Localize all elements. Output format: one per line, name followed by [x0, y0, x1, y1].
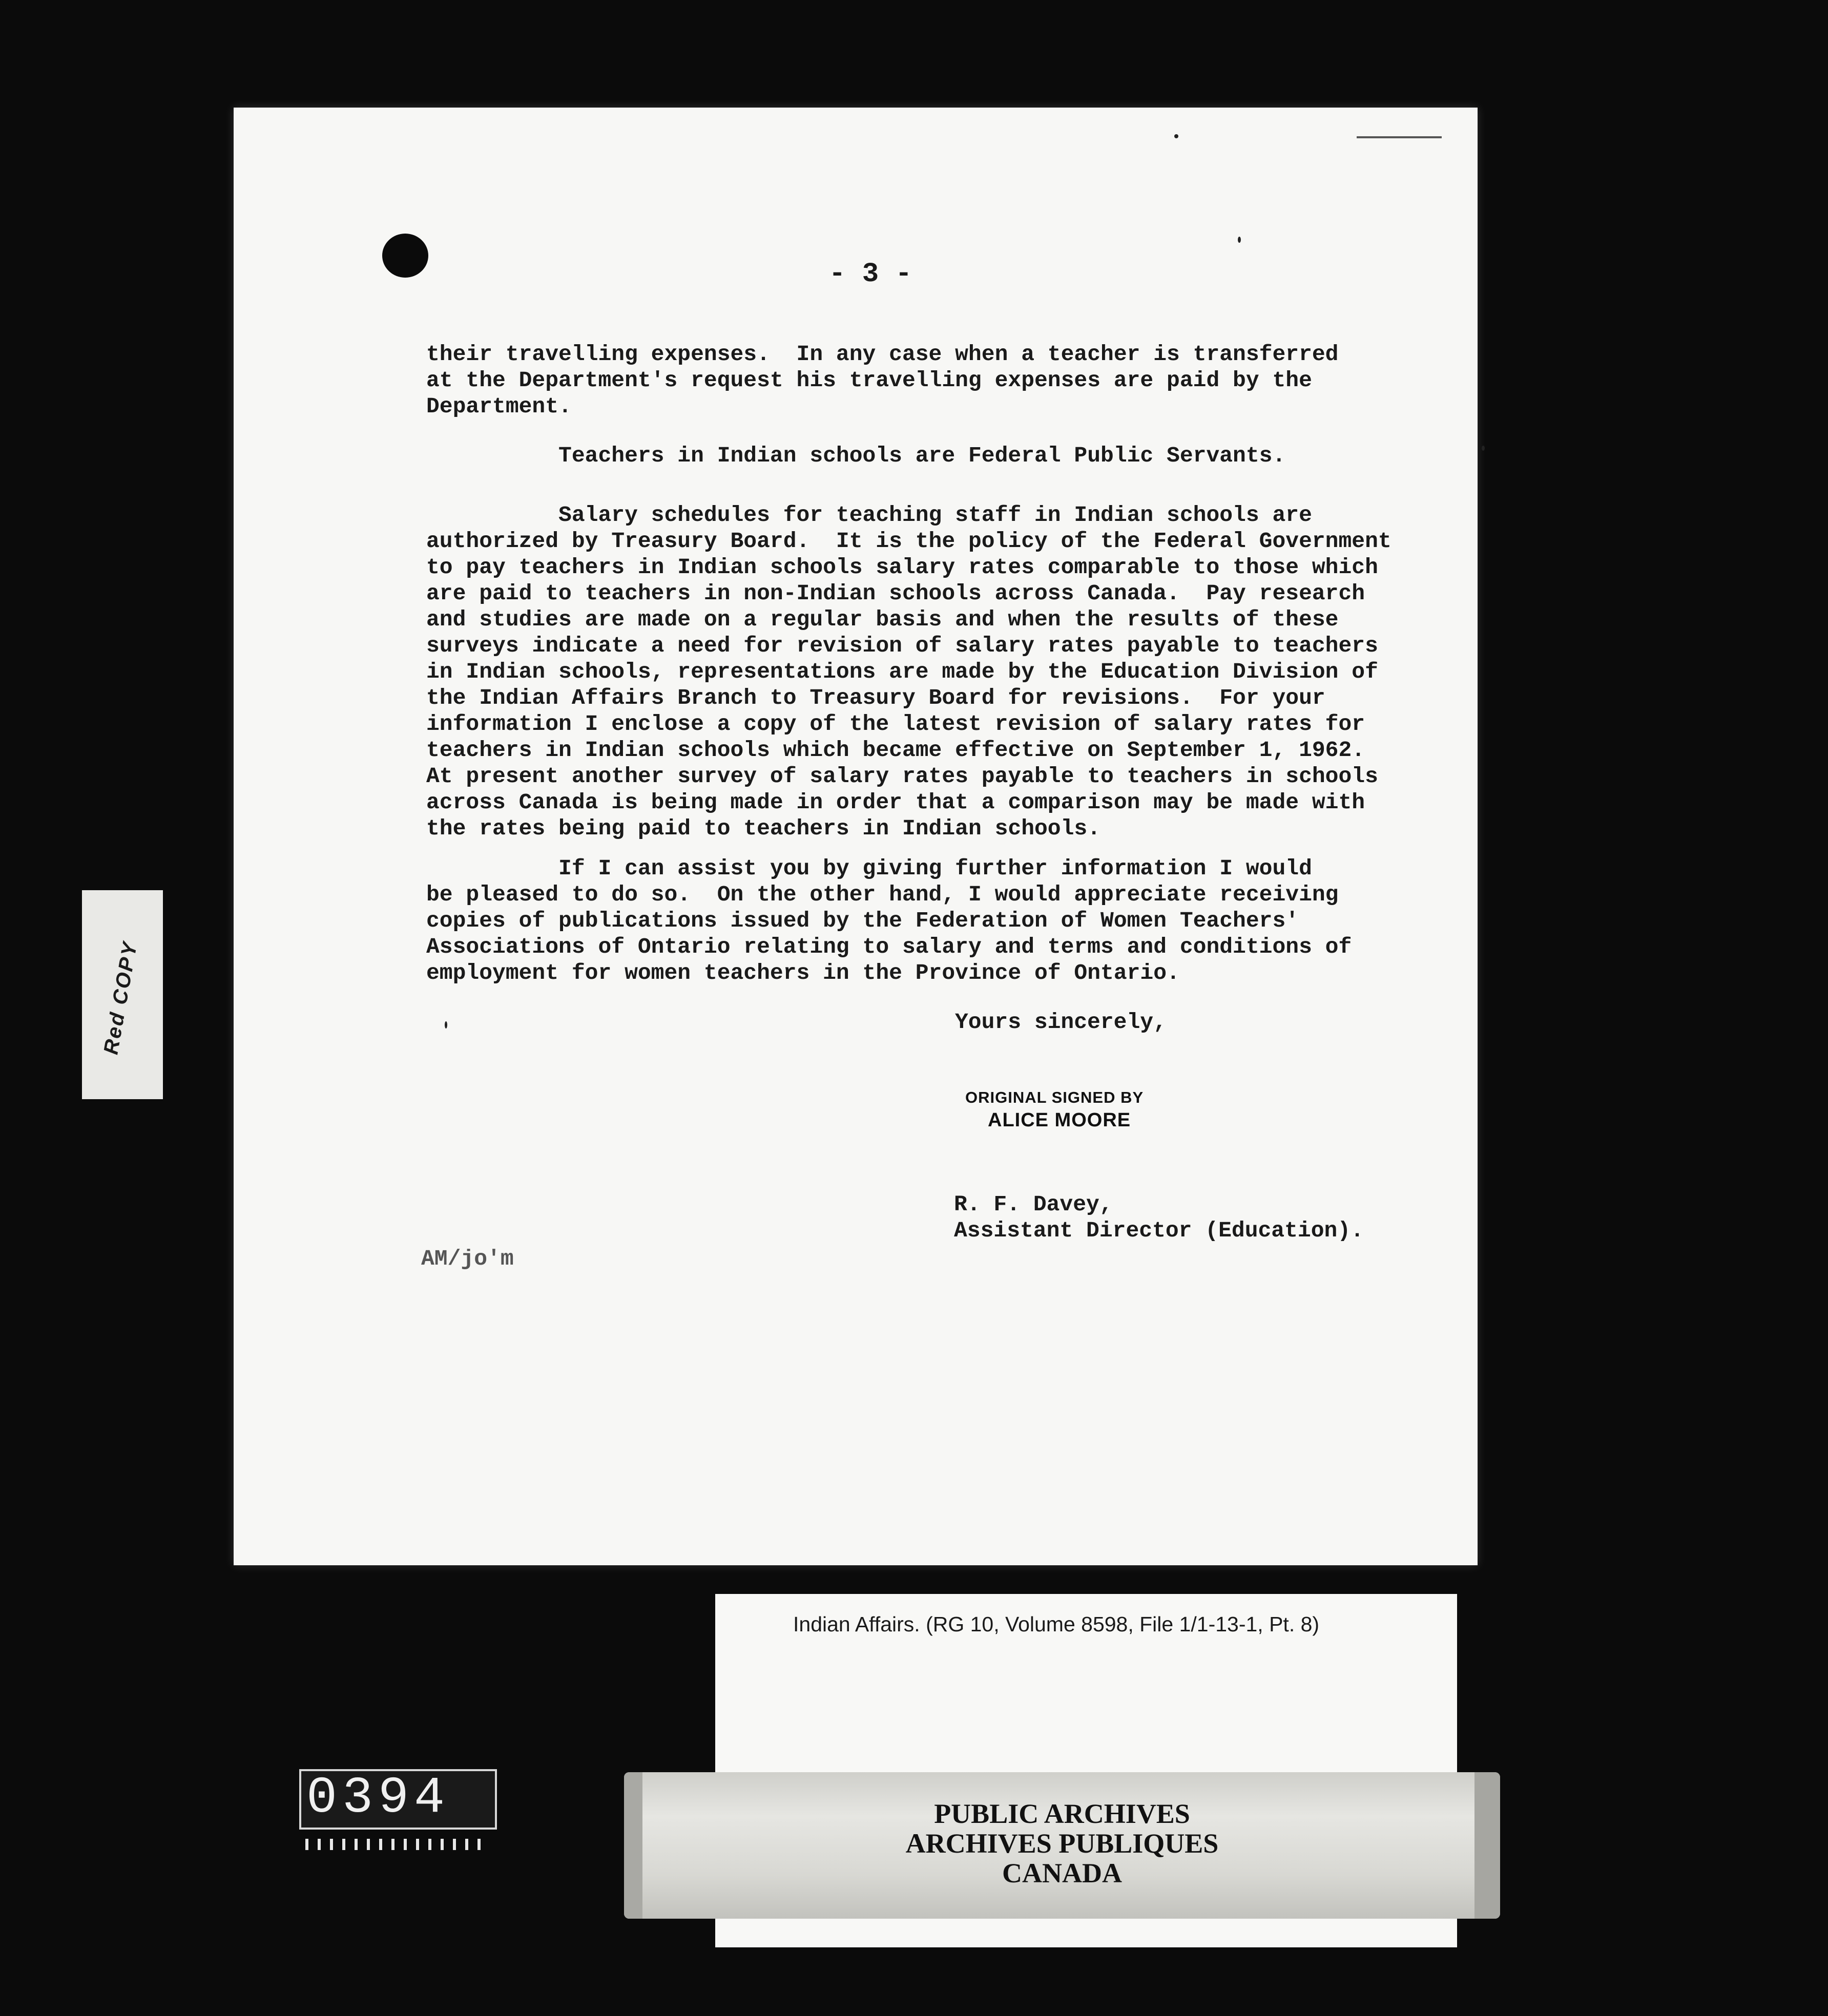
paragraph-salary-schedules: Salary schedules for teaching staff in Indian schools are authorized by Treasury Board. It is the policy of the Federal Government to pay teachers in Indian schools salary rates comparable to those which are paid to teachers in non-Indian schools across Canada. Pay research and studies are made on a regular basis and when the results of these surveys indicate a need for revision of salary rates payable to teachers in Indian schools, representations are made by the Education Division of the Indian Affairs Branch to Treasury Board for revisions. For your information I enclose a copy of the latest revision of salary rates for teachers in Indian schools which became effective on September 1, 1962. At present another survey of salary rates payable to teachers in schools across Canada is being made in order that a comparison may be made with the rates being paid to teachers in Indian schools.: [426, 502, 1391, 841]
signature-stamp: [965, 1087, 1144, 1132]
citation-text: Indian Affairs. (RG 10, Volume 8598, File 1/1-13-1, Pt. 8): [793, 1612, 1320, 1636]
film-speck: [1174, 134, 1178, 138]
letter-page: [234, 108, 1478, 1565]
reference-initials: AM/jo'm: [421, 1246, 514, 1271]
frame-counter-ticks: [305, 1839, 490, 1850]
archive-label-text: [624, 1799, 1500, 1888]
film-speck: [445, 1021, 447, 1028]
signed-name: ALICE MOORE: [988, 1109, 1131, 1131]
film-speck: [1482, 446, 1485, 451]
archive-label-line-1: PUBLIC ARCHIVES: [934, 1798, 1190, 1829]
paragraph-travelling-expenses: their travelling expenses. In any case when a teacher is transferred at the Department's request his travelling expenses are paid by the Department.: [426, 342, 1339, 419]
frame-counter: 0394: [299, 1769, 497, 1830]
page-number: - 3 -: [829, 259, 912, 290]
archive-label-line-2: ARCHIVES PUBLIQUES: [905, 1828, 1219, 1859]
original-signed-by-label: ORIGINAL SIGNED BY: [965, 1088, 1144, 1106]
paragraph-public-servants: Teachers in Indian schools are Federal Public Servants.: [426, 443, 1286, 468]
closing-salutation: Yours sincerely,: [955, 1010, 1167, 1035]
archive-label-line-3: CANADA: [1002, 1858, 1122, 1888]
public-archives-label: [624, 1772, 1500, 1919]
film-speck: [1238, 237, 1241, 243]
paragraph-further-information: If I can assist you by giving further information I would be pleased to do so. On the other hand, I would appreciate receiving copies of publications issued by the Federation of Women Teachers' Associations of Ontario relating to salary and terms and conditions of employment for women teachers in the Province of Ontario.: [426, 856, 1352, 985]
red-copy-label: Red COPY: [99, 939, 142, 1057]
punch-hole: [382, 234, 428, 278]
signer-block: R. F. Davey, Assistant Director (Education).: [954, 1192, 1364, 1243]
top-rule-mark: [1357, 136, 1442, 138]
